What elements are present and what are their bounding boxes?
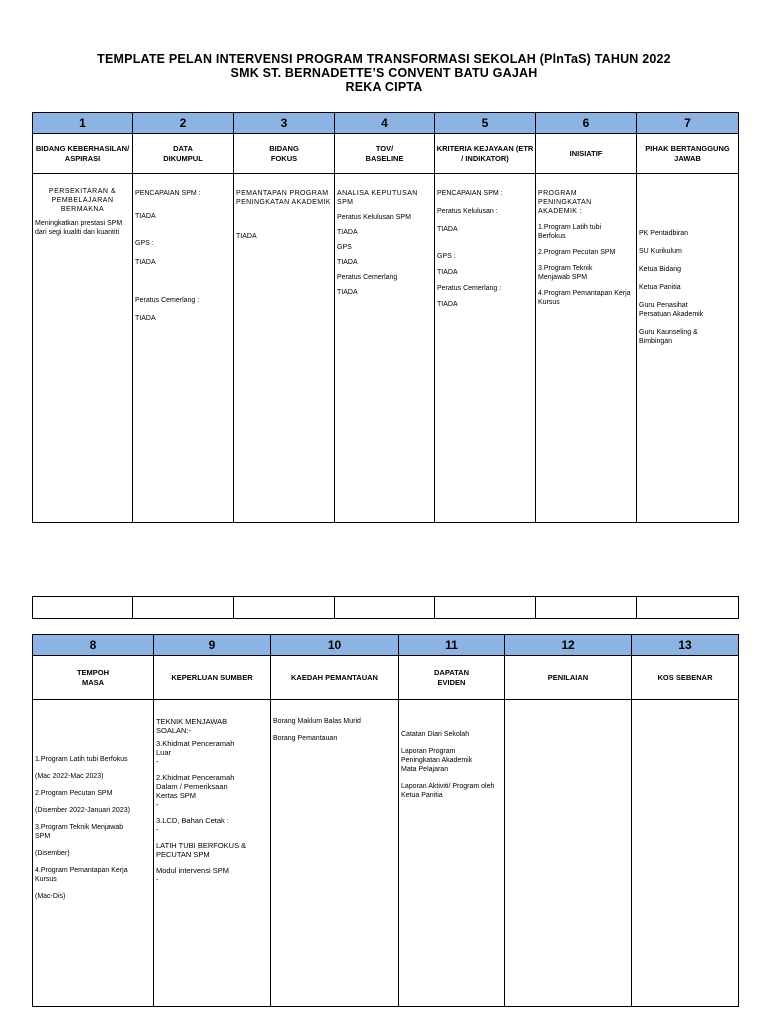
kaedah-text: Borang Maklum Balas Murid bbox=[273, 718, 361, 725]
column-header: KOS SEBENAR bbox=[657, 672, 713, 682]
baseline-text: TIADA bbox=[337, 229, 358, 236]
cell-dapatan-eviden bbox=[399, 700, 505, 1007]
inisiatif-text: PROGRAM PENINGKATAN AKADEMIK : bbox=[538, 190, 592, 215]
column-number: 4 bbox=[335, 113, 435, 134]
column-number: 10 bbox=[271, 635, 399, 656]
column-number-row bbox=[33, 113, 739, 134]
kriteria-text: TIADA bbox=[437, 269, 458, 276]
tempoh-text: (Disember) bbox=[35, 850, 70, 857]
empty-cell bbox=[33, 597, 133, 619]
data-text: TIADA bbox=[135, 213, 156, 220]
cell-bidang-fokus bbox=[234, 174, 335, 523]
pihak-text: Ketua Panitia bbox=[639, 284, 681, 291]
column-number: 5 bbox=[435, 113, 536, 134]
empty-cell bbox=[637, 597, 739, 619]
column-number: 11 bbox=[399, 635, 505, 656]
pihak-text: PK Pentadbiran bbox=[639, 230, 689, 237]
content-row bbox=[33, 174, 739, 523]
title-line-2: SMK ST. BERNADETTE’S CONVENT BATU GAJAH bbox=[230, 66, 538, 80]
empty-cell bbox=[234, 597, 335, 619]
column-header: KAEDAH PEMANTAUAN bbox=[291, 672, 378, 682]
column-number: 1 bbox=[33, 113, 133, 134]
cell-keperluan-sumber bbox=[154, 700, 271, 1007]
column-header: BIDANG FOKUS bbox=[269, 143, 299, 163]
column-header: KRITERIA KEJAYAAN (ETR / INDIKATOR) bbox=[436, 143, 534, 163]
column-number: 3 bbox=[234, 113, 335, 134]
pihak-text: SU Kurikulum bbox=[639, 248, 682, 255]
plan-table-part-1 bbox=[32, 112, 739, 523]
kriteria-text: PENCAPAIAN SPM : bbox=[437, 190, 503, 197]
kriteria-text: Peratus Kelulusan : bbox=[437, 208, 498, 215]
column-number-row bbox=[33, 635, 739, 656]
inisiatif-text: 4.Program Pemantapan Kerja Kursus bbox=[538, 290, 631, 306]
plan-table-part-2 bbox=[32, 634, 739, 1007]
column-header: BIDANG KEBERHASILAN/ ASPIRASI bbox=[35, 143, 130, 163]
kriteria-text: TIADA bbox=[437, 301, 458, 308]
aspirasi-heading: PERSEKITARAN & PEMBELAJARAN BERMAKNA bbox=[48, 188, 117, 213]
column-header: DAPATAN EVIDEN bbox=[434, 667, 469, 687]
column-number: 9 bbox=[154, 635, 271, 656]
aspirasi-text: Meningkatkan prestasi SPM dari segi kualiti dan kuantiti bbox=[35, 220, 123, 236]
title-line-3: REKA CIPTA bbox=[345, 80, 423, 94]
title-line-1: TEMPLATE PELAN INTERVENSI PROGRAM TRANSFORMASI SEKOLAH (PlnTaS) TAHUN 2022 bbox=[97, 52, 671, 66]
sumber-text: 3.LCD, Bahan Cetak : - bbox=[156, 816, 229, 834]
baseline-text: ANALISA KEPUTUSAN SPM bbox=[337, 190, 418, 206]
cell-penilaian bbox=[505, 700, 632, 1007]
kaedah-text: Borang Pemantauan bbox=[273, 735, 338, 742]
column-number: 8 bbox=[33, 635, 154, 656]
empty-cell bbox=[335, 597, 435, 619]
empty-cell bbox=[133, 597, 234, 619]
column-header: PIHAK BERTANGGUNG JAWAB bbox=[645, 143, 730, 163]
eviden-text: Laporan Program Peningkatan Akademik Mata Pelajaran bbox=[401, 748, 473, 773]
empty-cell bbox=[536, 597, 637, 619]
sumber-text: Modul intervensi SPM - bbox=[156, 866, 229, 884]
empty-row-table bbox=[32, 596, 739, 619]
sumber-text: 3.Khidmat Penceramah Luar - bbox=[156, 739, 235, 766]
baseline-text: Peratus Cemerlang bbox=[337, 274, 398, 281]
content-row bbox=[33, 700, 739, 1007]
empty-cell bbox=[435, 597, 536, 619]
column-header-row bbox=[33, 134, 739, 174]
data-text: TIADA bbox=[135, 315, 156, 322]
baseline-text: GPS bbox=[337, 244, 352, 251]
tempoh-text: (Mac-Dis) bbox=[35, 893, 66, 900]
inisiatif-text: 1.Program Latih tubi Berfokus bbox=[538, 224, 602, 240]
pihak-text: Guru Kaunseling & Bimbingan bbox=[639, 329, 698, 345]
tempoh-text: 3.Program Teknik Menjawab SPM bbox=[35, 824, 124, 840]
cell-kaedah-pemantauan bbox=[271, 700, 399, 1007]
column-header: KEPERLUAN SUMBER bbox=[171, 672, 253, 682]
kriteria-text: TIADA bbox=[437, 226, 458, 233]
data-text: TIADA bbox=[135, 259, 156, 266]
inisiatif-text: 2.Program Pecutan SPM bbox=[538, 249, 616, 256]
cell-kriteria-kejayaan bbox=[435, 174, 536, 523]
column-header: INISIATIF bbox=[569, 148, 603, 158]
baseline-text: Peratus Kelulusan SPM bbox=[337, 214, 411, 221]
column-number: 13 bbox=[632, 635, 739, 656]
cell-baseline bbox=[335, 174, 435, 523]
column-number: 7 bbox=[637, 113, 739, 134]
kriteria-text: Peratus Cemerlang : bbox=[437, 285, 502, 292]
cell-tempoh-masa bbox=[33, 700, 154, 1007]
tempoh-text: 2.Program Pecutan SPM bbox=[35, 790, 113, 797]
eviden-text: Catatan Diari Sekolah bbox=[401, 731, 470, 738]
cell-data-dikumpul bbox=[133, 174, 234, 523]
sumber-text: 2.Khidmat Penceramah Dalam / Pemeriksaan Kertas SPM - bbox=[156, 773, 235, 809]
tempoh-text: 1.Program Latih tubi Berfokus bbox=[35, 756, 128, 763]
sumber-text: LATIH TUBI BERFOKUS & PECUTAN SPM bbox=[156, 841, 247, 859]
column-number: 12 bbox=[505, 635, 632, 656]
column-header: TEMPOH MASA bbox=[76, 667, 110, 687]
cell-aspirasi bbox=[33, 174, 133, 523]
data-text: Peratus Cemerlang : bbox=[135, 297, 200, 304]
cell-pihak-bertanggungjawab bbox=[637, 174, 739, 523]
sumber-text: TEKNIK MENJAWAB SOALAN:- bbox=[156, 717, 228, 735]
data-text: PENCAPAIAN SPM : bbox=[135, 190, 201, 197]
baseline-text: TIADA bbox=[337, 289, 358, 296]
column-number: 2 bbox=[133, 113, 234, 134]
tempoh-text: 4.Program Pemantapan Kerja Kursus bbox=[35, 867, 128, 883]
data-text: GPS : bbox=[135, 240, 154, 247]
column-number: 6 bbox=[536, 113, 637, 134]
kriteria-text: GPS : bbox=[437, 253, 456, 260]
column-header-row bbox=[33, 656, 739, 700]
inisiatif-text: 3.Program Teknik Menjawab SPM bbox=[538, 265, 593, 281]
column-header: DATA DIKUMPUL bbox=[163, 143, 203, 163]
cell-kos-sebenar bbox=[632, 700, 739, 1007]
baseline-text: TIADA bbox=[337, 259, 358, 266]
column-header: TOV/ BASELINE bbox=[365, 143, 404, 163]
fokus-text: TIADA bbox=[236, 233, 257, 240]
pihak-text: Guru Penasihat Persatuan Akademik bbox=[639, 302, 704, 318]
column-header: PENILAIAN bbox=[547, 672, 589, 682]
pihak-text: Ketua Bidang bbox=[639, 266, 682, 273]
eviden-text: Laporan Aktiviti/ Program oleh Ketua Panitia bbox=[401, 783, 495, 799]
fokus-text: PEMANTAPAN PROGRAM PENINGKATAN AKADEMIK bbox=[236, 190, 331, 206]
tempoh-text: (Disember 2022-Januari 2023) bbox=[35, 807, 130, 814]
cell-inisiatif bbox=[536, 174, 637, 523]
tempoh-text: (Mac 2022-Mac 2023) bbox=[35, 773, 104, 780]
